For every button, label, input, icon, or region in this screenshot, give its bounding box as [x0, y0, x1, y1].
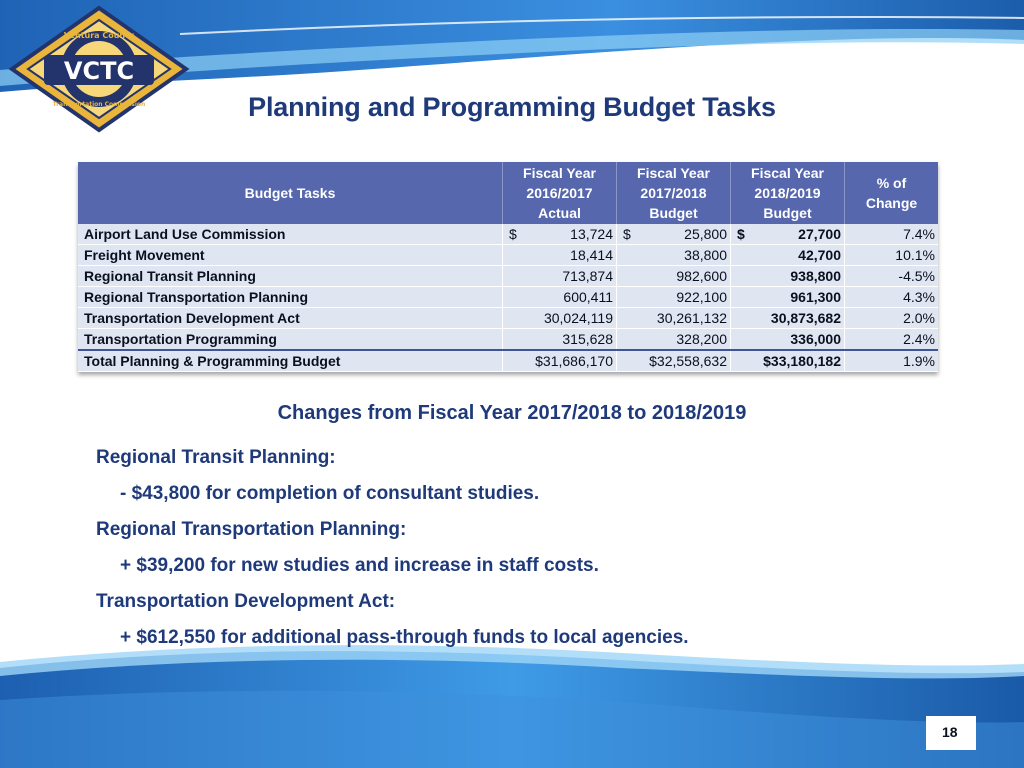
- row-actual: 18,414: [503, 245, 617, 266]
- row-change: 2.0%: [845, 308, 939, 329]
- table-row: [78, 329, 938, 351]
- row-task: Regional Transportation Planning: [78, 287, 503, 308]
- header-percent-change: % of Change: [845, 162, 939, 224]
- row-budget-2018: 336,000: [731, 329, 845, 351]
- row-task: Airport Land Use Commission: [78, 224, 503, 245]
- header-fy-2016-2017: Fiscal Year 2016/2017 Actual: [503, 162, 617, 224]
- table-row: [78, 245, 938, 266]
- change-heading: Regional Transit Planning:: [96, 447, 336, 468]
- row-budget-2018: $ 27,700: [731, 224, 845, 245]
- row-budget-2017: $ 25,800: [617, 224, 731, 245]
- change-item-tda: [96, 590, 689, 650]
- row-actual: 30,024,119: [503, 308, 617, 329]
- logo-text: VCTC: [63, 57, 135, 85]
- row-actual: 713,874: [503, 266, 617, 287]
- change-item-transit: [96, 446, 539, 506]
- logo-arc-bottom: Transportation Commission: [52, 101, 146, 108]
- table-header-row: [78, 162, 938, 224]
- row-task: Regional Transit Planning: [78, 266, 503, 287]
- header-fy-2017-2018: Fiscal Year 2017/2018 Budget: [617, 162, 731, 224]
- row-budget-2017: 38,800: [617, 245, 731, 266]
- total-task: Total Planning & Programming Budget: [78, 350, 503, 372]
- row-change: 2.4%: [845, 329, 939, 351]
- row-budget-2018: 961,300: [731, 287, 845, 308]
- budget-table: [78, 162, 938, 372]
- total-actual: $31,686,170: [503, 350, 617, 372]
- row-actual: 600,411: [503, 287, 617, 308]
- row-budget-2018: 30,873,682: [731, 308, 845, 329]
- header-fy-2018-2019: Fiscal Year 2018/2019 Budget: [731, 162, 845, 224]
- change-detail: + $39,200 for new studies and increase in staff costs.: [120, 555, 599, 576]
- change-detail: - $43,800 for completion of consultant studies.: [120, 483, 540, 504]
- row-task: Freight Movement: [78, 245, 503, 266]
- page-title: Planning and Programming Budget Tasks: [248, 92, 776, 122]
- table-row: [78, 266, 938, 287]
- table-total-row: [78, 350, 938, 372]
- changes-title: Changes from Fiscal Year 2017/2018 to 2018/2019: [277, 402, 747, 424]
- row-change: 4.3%: [845, 287, 939, 308]
- total-budget-2018: $33,180,182: [731, 350, 845, 372]
- change-heading: Transportation Development Act:: [96, 591, 396, 612]
- table-row: [78, 287, 938, 308]
- row-budget-2017: 328,200: [617, 329, 731, 351]
- row-change: 7.4%: [845, 224, 939, 245]
- table-row: [78, 308, 938, 329]
- row-budget-2018: 938,800: [731, 266, 845, 287]
- logo-arc-top: Ventura County: [63, 31, 135, 40]
- page-number: 18: [942, 724, 958, 740]
- row-task: Transportation Development Act: [78, 308, 503, 329]
- row-budget-2017: 30,261,132: [617, 308, 731, 329]
- change-heading: Regional Transportation Planning:: [96, 519, 407, 540]
- table-row: [78, 224, 938, 245]
- change-item-transportation-planning: [96, 518, 599, 578]
- row-change: 10.1%: [845, 245, 939, 266]
- row-budget-2018: 42,700: [731, 245, 845, 266]
- row-budget-2017: 922,100: [617, 287, 731, 308]
- header-budget-tasks: Budget Tasks: [78, 162, 503, 224]
- row-task: Transportation Programming: [78, 329, 503, 351]
- row-actual: $ 13,724: [503, 224, 617, 245]
- row-budget-2017: 982,600: [617, 266, 731, 287]
- total-change: 1.9%: [845, 350, 939, 372]
- row-change: -4.5%: [845, 266, 939, 287]
- change-detail: + $612,550 for additional pass-through funds to local agencies.: [120, 627, 689, 648]
- row-actual: 315,628: [503, 329, 617, 351]
- total-budget-2017: $32,558,632: [617, 350, 731, 372]
